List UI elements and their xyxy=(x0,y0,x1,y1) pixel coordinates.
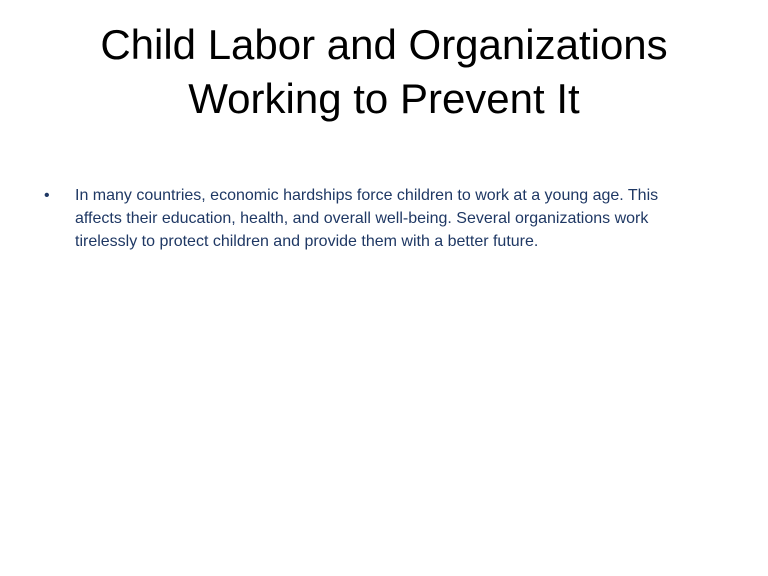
bullet-text-line-1: In many countries, economic hardships force children to work at a young age. This xyxy=(75,187,659,204)
slide-title-line-1: Child Labor and Organizations xyxy=(100,21,668,68)
bullet-item xyxy=(44,184,724,253)
bullet-text-line-2: affects their education, health, and overall well-being. Several organizations work xyxy=(75,210,649,227)
slide-content xyxy=(44,184,724,253)
slide-title-line-2: Working to Prevent It xyxy=(188,75,580,122)
bullet-marker: • xyxy=(44,187,50,204)
bullet-text-line-3: tirelessly to protect children and provide them with a better future. xyxy=(75,233,539,250)
slide-title xyxy=(70,18,698,126)
